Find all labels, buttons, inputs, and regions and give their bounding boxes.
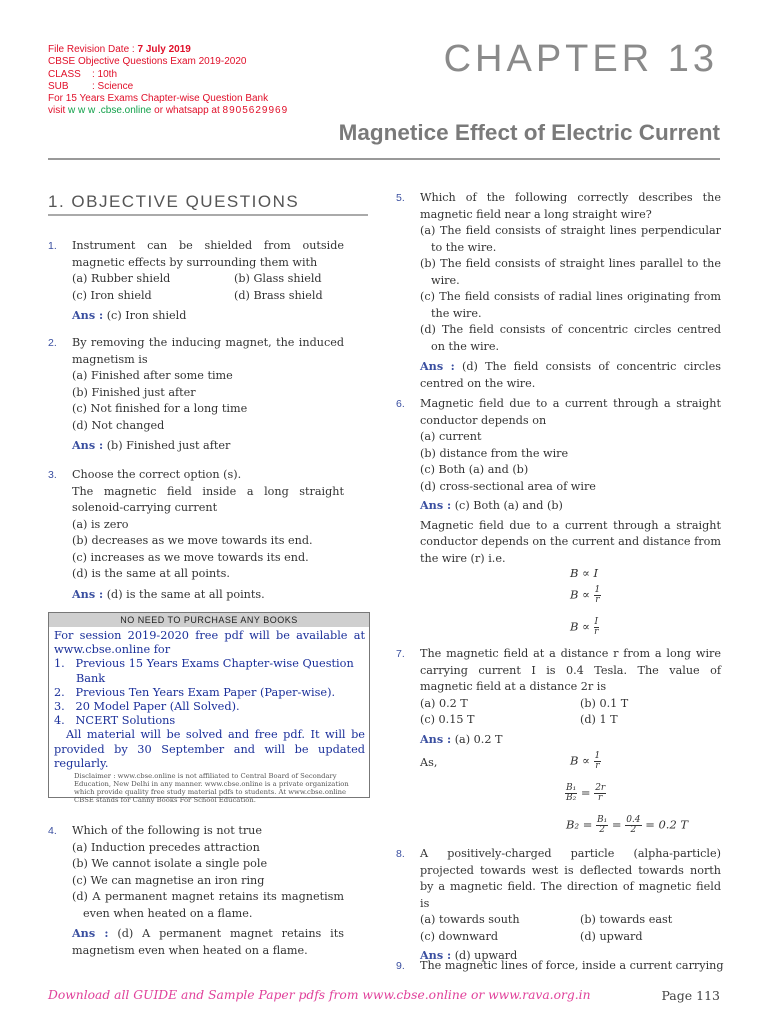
question-text: Which of the following is not true [72, 824, 263, 837]
option-c: (c) Iron shield [72, 288, 152, 302]
fraction-denominator: 2 [599, 825, 605, 835]
option-b: (b) The field consists of straight lines parallel to the wire. [420, 257, 721, 287]
fraction-numerator: B₁ [566, 783, 577, 793]
option-c: (c) We can magnetise an iron ring [72, 873, 265, 887]
section-rule [48, 214, 368, 216]
question-text: Choose the correct option (s). [72, 468, 242, 481]
option-d: (d) is the same at all points. [72, 567, 230, 580]
answer-label: Ans : [72, 438, 104, 452]
answer-text: (a) 0.2 T [451, 732, 503, 746]
file-info [48, 44, 288, 118]
fraction-numerator: 1 [594, 585, 601, 595]
option-a: (a) Induction precedes attraction [72, 840, 260, 854]
equation-lhs: B₂ = [566, 817, 593, 832]
answer-label: Ans : [420, 498, 452, 512]
question-5 [396, 190, 721, 392]
question-text: Magnetic field due to a current through a straight conductor depends on [420, 397, 721, 427]
option-d: (d) A permanent magnet retains its magnetism even when heated on a flame. [72, 890, 344, 920]
answer-text: (d) A permanent magnet retains its magnetism even when heated on a flame. [72, 927, 344, 957]
class-value: : 10th [92, 68, 118, 80]
promo-item: 2. Previous Ten Years Exam Paper (Paper-wise). [54, 685, 336, 699]
option-a: (a) 0.2 T [420, 696, 468, 710]
answer-label: Ans : [420, 359, 455, 373]
option-d: (d) 1 T [580, 713, 618, 726]
option-d: (d) The field consists of concentric circles centred on the wire. [420, 323, 721, 353]
option-d: (d) Brass shield [234, 288, 323, 302]
question-number: 7. [396, 648, 405, 660]
section-heading: 1. OBJECTIVE QUESTIONS [48, 192, 300, 211]
equation-2 [570, 586, 601, 605]
site-link[interactable]: w w w .cbse.online [68, 105, 152, 117]
answer-label: Ans : [72, 926, 109, 940]
option-a: (a) The field consists of straight lines perpendicular to the wire. [420, 224, 721, 254]
option-c: (c) downward [420, 929, 498, 943]
question-number: 3. [48, 469, 57, 481]
answer-label: Ans : [72, 586, 104, 601]
visit-mid: or whatsapp at [151, 105, 223, 117]
bank-line: For 15 Years Exams Chapter-wise Question Bank [48, 93, 269, 105]
option-d: (d) cross-sectional area of wire [420, 479, 596, 493]
answer-text: (c) Iron shield [103, 309, 187, 322]
fraction-numerator: 2r [595, 783, 606, 793]
equation-result: = 0.2 T [645, 817, 689, 832]
question-text: A positively-charged particle (alpha-particle) projected towards west is deflected towards north by a magnetic field. The direction of magnetic field is [420, 847, 721, 910]
option-c: (c) 0.15 T [420, 713, 475, 726]
fraction-denominator: r [595, 761, 600, 771]
working-as: As, [420, 756, 438, 769]
promo-item: 3. 20 Model Paper (All Solved). [54, 700, 240, 714]
option-a: (a) is zero [72, 517, 129, 531]
option-d: (d) Not changed [72, 418, 165, 432]
question-1 [48, 238, 344, 325]
question-3 [48, 467, 344, 603]
explanation: Magnetic field due to a current through a straight conductor depends on the current and distance from the wire (r) i.e. [420, 518, 721, 565]
option-c: (c) increases as we move towards its end. [72, 550, 309, 564]
question-text: Which of the following correctly describes the magnetic field near a long straight wire? [420, 191, 721, 221]
option-b: (b) 0.1 T [580, 696, 629, 710]
question-8 [396, 846, 721, 965]
question-text-2: The magnetic field inside a long straight solenoid-carrying current [72, 484, 344, 514]
fraction-numerator: 0.4 [626, 815, 641, 825]
option-c: (c) The field consists of radial lines originating from the wire. [420, 290, 721, 320]
chapter-heading: CHAPTER 13 [443, 38, 718, 80]
option-c: (c) Not finished for a long time [72, 402, 248, 415]
question-number: 4. [48, 825, 57, 837]
fraction-numerator: I [594, 617, 599, 627]
option-a: (a) Rubber shield [72, 272, 171, 285]
phone-number: 8905629969 [222, 105, 289, 117]
answer-text: (c) Both (a) and (b) [451, 499, 563, 512]
question-number: 9. [396, 960, 405, 972]
question-text: By removing the inducing magnet, the induced magnetism is [72, 336, 344, 366]
option-b: (b) We cannot isolate a single pole [72, 857, 268, 870]
answer-text: (d) The field consists of concentric circles centred on the wire. [420, 360, 721, 390]
header-rule [48, 158, 720, 160]
question-number: 1. [48, 240, 57, 252]
question-number: 2. [48, 337, 57, 349]
fraction-denominator: B₂ [566, 793, 577, 803]
option-a: (a) Finished after some time [72, 369, 233, 382]
option-d: (d) upward [580, 929, 643, 943]
question-4 [48, 823, 344, 959]
question-number: 6. [396, 398, 405, 410]
answer-label: Ans : [420, 948, 452, 962]
fraction-denominator: 2 [630, 825, 637, 835]
equals-sign: = [611, 817, 622, 832]
promo-header: NO NEED TO PURCHASE ANY BOOKS [49, 613, 369, 627]
working-eq-3 [566, 816, 688, 835]
question-9 [396, 958, 724, 975]
question-6 [396, 396, 721, 567]
exam-line: CBSE Objective Questions Exam 2019-2020 [48, 56, 247, 68]
equation-lhs: B ∝ [570, 587, 590, 602]
sub-label: SUB [48, 80, 69, 92]
page-number: Page 113 [661, 988, 720, 1003]
question-text: The magnetic field at a distance r from a long wire carrying current I is 0.4 Tesla. The value of magnetic field at a distance 2r is [420, 647, 721, 693]
equation-1: B ∝ I [570, 566, 599, 580]
question-number: 8. [396, 848, 405, 860]
promo-item: 1. Previous 15 Years Exams Chapter-wise Question Bank [54, 657, 354, 685]
question-number: 5. [396, 192, 405, 204]
fraction-numerator: 1 [594, 751, 601, 761]
option-b: (b) towards east [580, 913, 673, 926]
fraction-denominator: r [598, 793, 603, 803]
fraction-numerator: B₁ [597, 815, 608, 825]
equation-3 [570, 618, 599, 637]
download-link[interactable]: Download all GUIDE and Sample Paper pdfs from www.cbse.online or www.rava.org.in [48, 988, 591, 1002]
fraction-denominator: r [595, 595, 600, 605]
promo-intro: For session 2019-2020 free pdf will be available at www.cbse.online for [54, 629, 365, 657]
option-c: (c) Both (a) and (b) [420, 463, 529, 476]
option-b: (b) decreases as we move towards its end. [72, 534, 313, 547]
promo-item: 4. NCERT Solutions [54, 714, 176, 728]
visit-prefix: visit [48, 105, 68, 117]
question-text: The magnetic lines of force, inside a current carrying [420, 959, 724, 972]
working-eq-2: $\frac{\text{B₁}}{\text{B₂}}$ = $\frac{2r}{r}$ [566, 783, 606, 803]
promo-box [48, 612, 370, 805]
question-2 [48, 335, 344, 455]
sub-value: : Science [92, 80, 134, 92]
revision-label: File Revision Date : [48, 44, 138, 55]
option-b: (b) distance from the wire [420, 446, 569, 460]
promo-closing: All material will be solved and free pdf. It will be provided by 30 September and will be updated regularly. [54, 728, 365, 770]
revision-date: 7 July 2019 [137, 44, 191, 55]
promo-disclaimer: Disclaimer : www.cbse.online is not affiliated to Central Board of Secondary Education, New Delhi in any manner. www.cbse.online is a private organization which provide quality free study material pdfs to students. At www.cbse.online CBSE stands for Canny Books For School Education. [74, 772, 349, 805]
fraction-denominator: r [594, 627, 599, 637]
answer-label: Ans : [420, 731, 452, 746]
option-b: (b) Glass shield [234, 272, 322, 285]
answer-text: (b) Finished just after [103, 439, 231, 452]
answer-text: (d) upward [451, 949, 518, 962]
equation-lhs: B ∝ [570, 619, 590, 634]
working-eq-1 [570, 752, 601, 771]
question-7 [396, 646, 721, 748]
option-a: (a) current [420, 430, 482, 443]
question-text: Instrument can be shielded from outside magnetic effects by surrounding them with [72, 239, 344, 269]
answer-label: Ans : [72, 308, 104, 322]
equation-lhs: B ∝ [570, 753, 590, 768]
answer-text: (d) is the same at all points. [103, 587, 265, 601]
option-a: (a) towards south [420, 913, 520, 926]
chapter-title: Magnetice Effect of Electric Current [338, 120, 720, 145]
class-label: CLASS [48, 68, 81, 80]
option-b: (b) Finished just after [72, 385, 196, 399]
